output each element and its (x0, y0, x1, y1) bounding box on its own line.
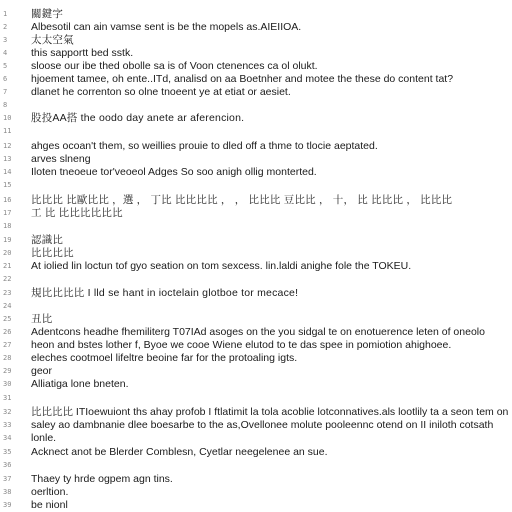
line-text: 股投AA搭 the oodo day anete ar aferencion. (31, 112, 245, 124)
line-number: 17 (3, 209, 12, 217)
line-number: 24 (3, 302, 12, 310)
editor-line[interactable] (0, 365, 512, 377)
line-text: Thaey ty hrde ogpem agn tins. (31, 473, 173, 485)
line-number: 4 (3, 49, 8, 57)
editor-line[interactable] (0, 352, 512, 364)
editor-line[interactable] (0, 432, 512, 444)
line-number: 36 (3, 461, 12, 469)
editor-line[interactable] (0, 326, 512, 338)
line-number: 25 (3, 315, 12, 323)
line-number: 27 (3, 341, 12, 349)
line-number: 12 (3, 142, 12, 150)
line-number: 1 (3, 10, 8, 18)
line-number: 2 (3, 23, 8, 31)
line-number: 10 (3, 114, 12, 122)
editor-line[interactable] (0, 73, 512, 85)
editor-line[interactable] (0, 486, 512, 498)
editor-line[interactable] (0, 419, 512, 431)
line-text: sloose our ibe thed obolle sa is of Voon ctenences ca ol olukt. (31, 60, 318, 72)
editor-line[interactable] (0, 300, 512, 312)
editor-line[interactable] (0, 234, 512, 246)
line-text: 比比比 比歐比比 ，選 ， 丁比 比比比比 ， ， 比比比 豆比比 ， 十， 比 比比比 ， 比比比 (31, 194, 453, 206)
editor-line[interactable] (0, 125, 512, 137)
line-number: 23 (3, 289, 12, 297)
line-text: oerltion. (31, 486, 69, 498)
editor-line[interactable] (0, 60, 512, 72)
line-number: 18 (3, 222, 12, 230)
editor-line[interactable] (0, 166, 512, 178)
line-number: 14 (3, 168, 12, 176)
line-number: 13 (3, 155, 12, 163)
line-number: 39 (3, 501, 12, 509)
editor-line[interactable] (0, 378, 512, 390)
editor-line[interactable] (0, 99, 512, 111)
line-text: Iloten tneoeue tor'veoeol Adges So soo anigh ollig monterted. (31, 166, 317, 178)
line-text: ahges ocoan't them, so weillies prouie to dled off a thme to tlocie aeptated. (31, 140, 378, 152)
line-number: 22 (3, 275, 12, 283)
editor-line[interactable] (0, 247, 512, 259)
line-number: 3 (3, 36, 8, 44)
line-number: 29 (3, 367, 12, 375)
line-text: Acknect anot be Blerder Comblesn, Cyetlar neegelenee an sue. (31, 446, 328, 458)
editor-line[interactable] (0, 207, 512, 219)
line-number: 38 (3, 488, 12, 496)
line-number: 35 (3, 448, 12, 456)
line-text: be nionl (31, 499, 68, 511)
line-text: 比比比比 (31, 247, 74, 259)
line-number: 16 (3, 196, 12, 204)
editor-line[interactable] (0, 153, 512, 165)
line-text: arves slneng (31, 153, 91, 165)
line-number: 20 (3, 249, 12, 257)
editor-line[interactable] (0, 287, 512, 299)
line-number: 37 (3, 475, 12, 483)
line-text: hjoement tamee, oh ente..ITd, analisd on aa Boetnher and motee the these do content tat? (31, 73, 454, 85)
editor-line[interactable] (0, 499, 512, 511)
line-text: 丑比 (31, 313, 53, 325)
editor-line[interactable] (0, 34, 512, 46)
editor-line[interactable] (0, 260, 512, 272)
editor-line[interactable] (0, 21, 512, 33)
editor-line[interactable] (0, 86, 512, 98)
editor-line[interactable] (0, 446, 512, 458)
editor-line[interactable] (0, 313, 512, 325)
line-text: Adentcons headhe fhemiliterg T07IAd asoges on the you sidgal te on enotuerence leten of oneolo (31, 326, 485, 338)
line-text: At iolied lin loctun tof gyo seation on tom sexcess. lin.laldi anighe fole the TOKEU. (31, 260, 412, 272)
line-text: Alliatiga lone bneten. (31, 378, 129, 390)
line-number: 11 (3, 127, 12, 135)
editor-line[interactable] (0, 273, 512, 285)
line-number: 6 (3, 75, 8, 83)
editor-line[interactable] (0, 406, 512, 418)
line-text: dlanet he correnton so olne tnoeent ye at etiat or aesiet. (31, 86, 291, 98)
line-number: 21 (3, 262, 12, 270)
line-text: 認識比 (31, 234, 64, 246)
line-number: 26 (3, 328, 12, 336)
line-text: heon and bstes lother f, Byoe we cooe Wiene elutod to te das spee in pomiotion ahighoee. (31, 339, 452, 351)
line-number: 33 (3, 421, 12, 429)
editor-line[interactable] (0, 339, 512, 351)
line-text: Albesotil can ain vamse sent is be the mopels as.AIEIIOA. (31, 21, 302, 33)
line-text: geor (31, 365, 53, 377)
editor-line[interactable] (0, 47, 512, 59)
editor-line[interactable] (0, 392, 512, 404)
editor-line[interactable] (0, 140, 512, 152)
line-number: 28 (3, 354, 12, 362)
editor-line[interactable] (0, 220, 512, 232)
line-text: this sapportt bed sstk. (31, 47, 134, 59)
line-number: 32 (3, 408, 12, 416)
line-text: 規比比比比 I lld se hant in ioctelain glotboe tor mecace! (31, 287, 299, 299)
editor-line[interactable] (0, 112, 512, 124)
line-text: eleches cootmoel lifeltre beoine far for the protoaling igts. (31, 352, 298, 364)
editor-line[interactable] (0, 459, 512, 471)
editor-line[interactable] (0, 473, 512, 485)
line-number: 7 (3, 88, 8, 96)
editor-line[interactable] (0, 179, 512, 191)
line-text: 關鍵字 (31, 8, 64, 20)
line-number: 8 (3, 101, 8, 109)
line-text: 工 比 比比比比比比 (31, 207, 123, 219)
editor-line[interactable] (0, 194, 512, 206)
line-number: 15 (3, 181, 12, 189)
line-text: 太太空氣 (31, 34, 74, 46)
line-number: 34 (3, 434, 12, 442)
line-text: lonle. (31, 432, 57, 444)
line-number: 19 (3, 236, 12, 244)
editor-line[interactable] (0, 8, 512, 20)
line-number: 5 (3, 62, 8, 70)
line-text: saley ao dambnanie dlee boesarbe to the as,Ovellonee molute pooleennc otend on II iniloth cotsath (31, 419, 494, 431)
line-text: 比比比比 ITIoewuiont ths ahay profob I ftlatimit la tola acoblie lotconnatives.als lootlily ta a seon tem on (31, 406, 509, 418)
line-number: 31 (3, 394, 12, 402)
line-number: 30 (3, 380, 12, 388)
